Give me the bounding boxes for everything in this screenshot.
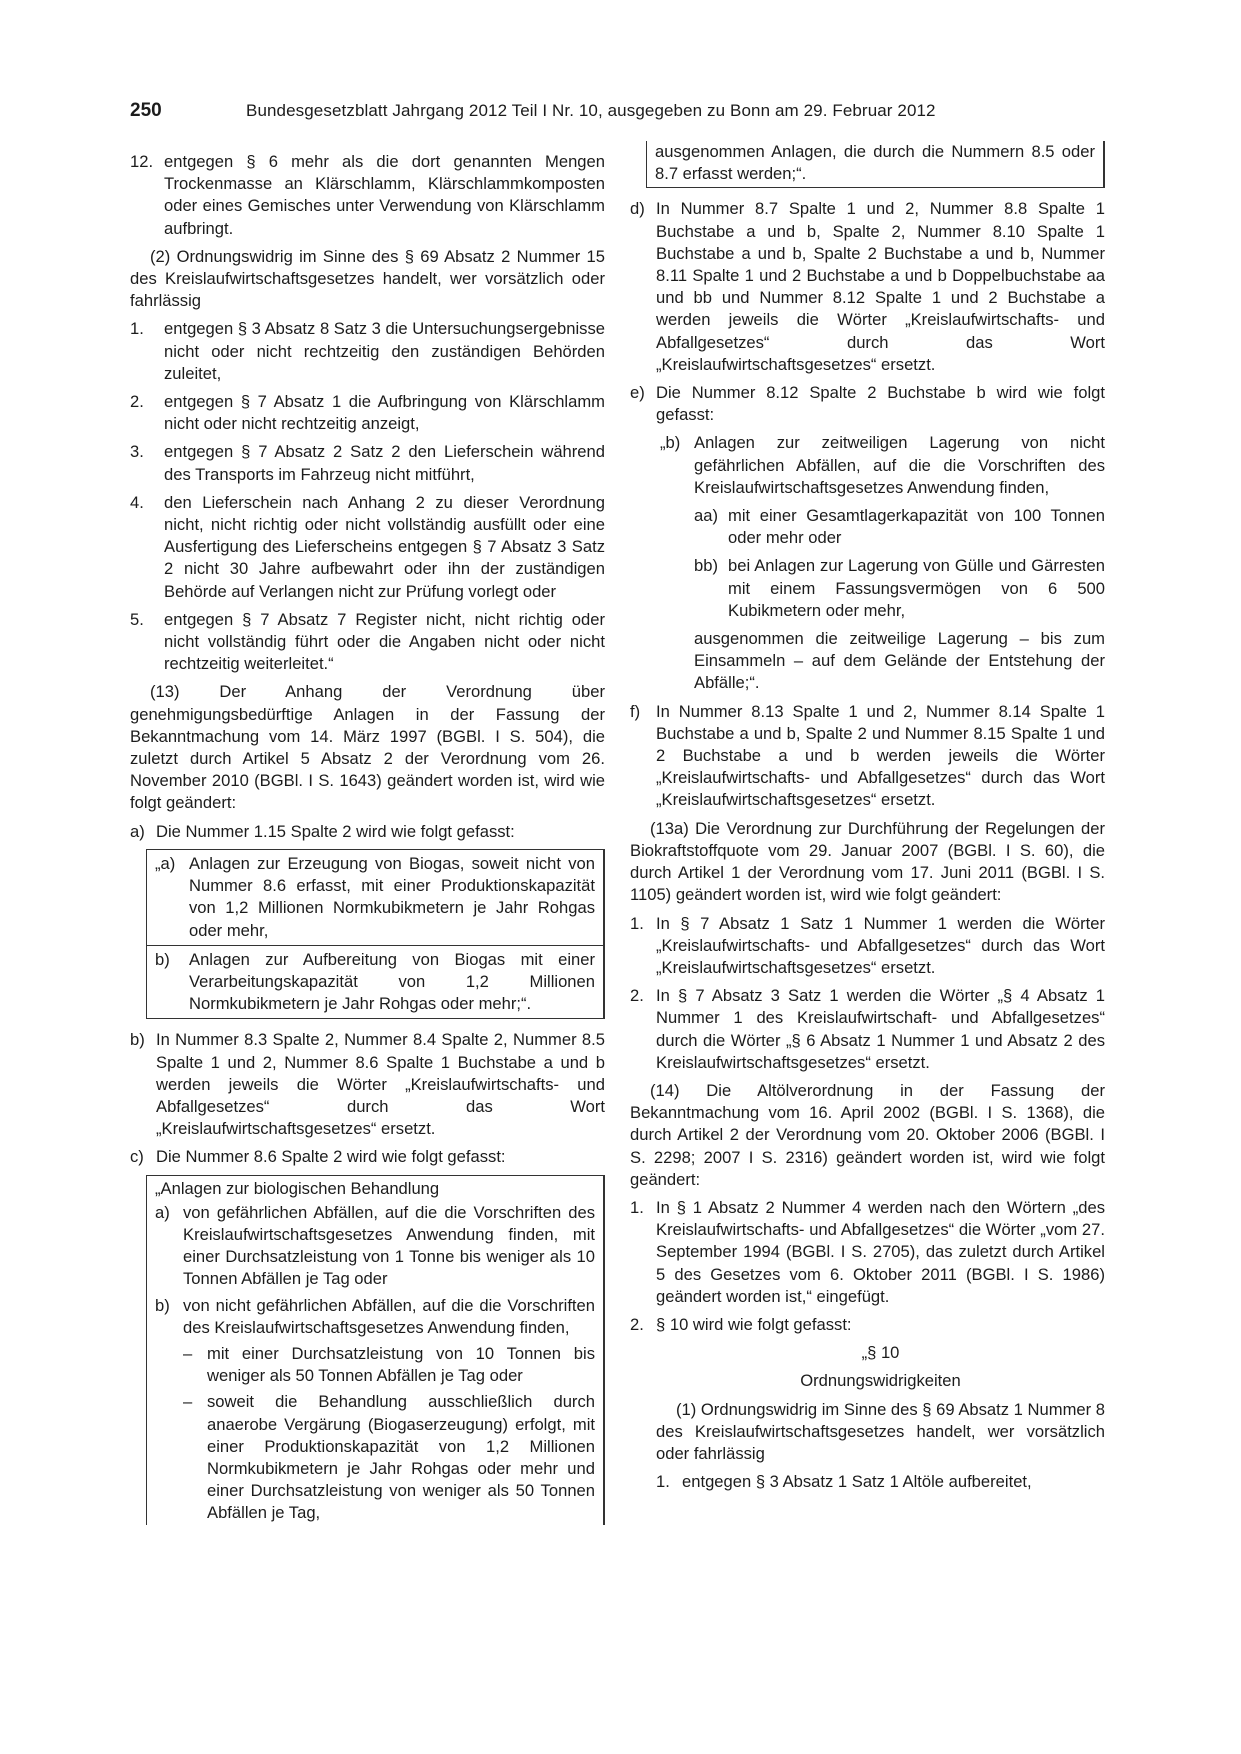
list-item <box>656 1471 1105 1493</box>
list-item <box>130 492 605 603</box>
item-text: von gefährlichen Abfällen, auf die die Vorschriften des Kreislaufwirtschaftsgesetzes Anwendung finden, mit einer Durchsatzleistung von 1 Tonne bis weniger als 10 Tonnen Abfällen je Tag oder <box>183 1202 595 1289</box>
item-marker: 2. <box>630 986 644 1006</box>
dash-marker: – <box>183 1343 193 1363</box>
item-marker: b) <box>130 1030 145 1050</box>
box-row <box>147 850 603 945</box>
item-marker: „b) <box>660 433 681 453</box>
item-text: soweit die Behandlung ausschließlich durch anaerobe Vergärung (Biogaserzeugung) erfolgt, mit einer Produktionskapazität von 1,2 Millionen Normkubikmetern je Jahr Rohgas oder mehr und einer Durchsatzleistung von weniger als 50 Tonnen Abfällen je Tag, <box>207 1392 595 1523</box>
item-marker: d) <box>630 199 645 219</box>
item-text: In § 7 Absatz 1 Satz 1 Nummer 1 werden die Wörter „Kreislaufwirtschafts- und Abfallgesetzes“ durch das Wort „Kreislaufwirtschaftsgesetzes“ ersetzt. <box>656 913 1105 977</box>
list-item <box>130 609 605 676</box>
paragraph-13: (13) Der Anhang der Verordnung über genehmigungsbedürftige Anlagen in der Fassung der Bekanntmachung vom 14. März 1997 (BGBl. I S. 504), die zuletzt durch Artikel 5 Absatz 2 der Verordnung vom 26. November 2010 (BGBl. I S. 1643) geändert worden ist, wird wie folgt geändert: <box>130 682 605 813</box>
item-text: Die Nummer 8.6 Spalte 2 wird wie folgt gefasst: <box>156 1147 506 1167</box>
list-item <box>130 391 605 435</box>
dash-marker: – <box>183 1392 193 1412</box>
amendment-box-1 <box>146 849 605 1019</box>
item-text: mit einer Gesamtlagerkapazität von 100 Tonnen oder mehr oder <box>728 506 1105 548</box>
list-item <box>130 1029 605 1140</box>
item-text: Anlagen zur Erzeugung von Biogas, soweit nicht von Nummer 8.6 erfasst, mit einer Produktionskapazität von 1,2 Millionen Normkubikmetern je Jahr Rohgas oder mehr, <box>189 853 595 940</box>
item-text: In Nummer 8.13 Spalte 1 und 2, Nummer 8.14 Spalte 1 Buchstabe a und b, Spalte 2 und Nummer 8.15 Spalte 1 und 2 Buchstabe a und b werden jeweils die Wörter „Kreislaufwirtschafts- und Abfallgesetzes“ durch das Wort „Kreislaufwirtschaftsgesetzes“ ersetzt. <box>656 701 1105 810</box>
item-marker: 4. <box>130 492 144 512</box>
item-marker: „a) <box>155 853 176 873</box>
paragraph-13a: (13a) Die Verordnung zur Durchführung der Regelungen der Biokraftstoffquote vom 29. Januar 2007 (BGBl. I S. 60), die durch Artikel 1 der Verordnung vom 17. Juni 2011 (BGBl. I S. 1105) geändert worden ist, wird wie folgt geändert: <box>630 818 1105 905</box>
section-title: Ordnungswidrigkeiten <box>800 1371 961 1391</box>
item-text: mit einer Durchsatzleistung von 10 Tonnen bis weniger als 50 Tonnen Abfällen je Tag oder <box>207 1343 595 1386</box>
quoted-item <box>660 432 1105 499</box>
box-row <box>147 945 603 1019</box>
item-marker: f) <box>630 701 641 721</box>
item-text: Die Nummer 8.12 Spalte 2 Buchstabe b wird wie folgt gefasst: <box>656 383 1105 425</box>
sub-item <box>694 555 1105 622</box>
item-marker: 5. <box>130 609 144 629</box>
item-text: den Lieferschein nach Anhang 2 zu dieser Verordnung nicht, nicht richtig oder nicht vollständig ausfüllt oder eine Ausfertigung des Lieferscheins entgegen § 7 Absatz 3 Satz 2 nicht 30 Jahre aufbewahrt oder ihn der zuständigen Behörde auf Verlangen nicht zur Prüfung vorlegt oder <box>164 492 605 601</box>
item-marker: a) <box>130 821 145 841</box>
item-text: entgegen § 3 Absatz 1 Satz 1 Altöle aufbereitet, <box>682 1472 1032 1492</box>
list-item <box>630 382 1105 426</box>
item-marker: aa) <box>694 506 718 526</box>
item-marker: 2. <box>630 1314 644 1334</box>
paragraph-2: (2) Ordnungswidrig im Sinne des § 69 Absatz 2 Nummer 15 des Kreislaufwirtschaftsgesetzes handelt, wer vorsätzlich oder fahrlässig <box>130 246 605 311</box>
item-marker: 1. <box>630 1197 644 1217</box>
amendment-box-2 <box>146 1175 605 1525</box>
list-item <box>130 1146 605 1168</box>
box-dash-item <box>155 1343 595 1387</box>
right-column <box>630 142 1105 1499</box>
item-text: bei Anlagen zur Lagerung von Gülle und Gärresten mit einem Fassungsvermögen von 6 500 Kubikmetern oder mehr, <box>728 556 1105 620</box>
list-item <box>630 913 1105 980</box>
item-text: In § 7 Absatz 3 Satz 1 werden die Wörter „§ 4 Absatz 1 Nummer 1 des Kreislaufwirtschaft- und Abfallgesetzes“ durch die Wörter „§ 6 Absatz 1 Nummer 1 und Absatz 2 des Kreislaufwirtschaftsgesetzes“ ersetzt. <box>656 986 1105 1072</box>
item-text: In Nummer 8.3 Spalte 2, Nummer 8.4 Spalte 2, Nummer 8.5 Spalte 1 und 2, Nummer 8.6 Spalte 1 Buchstabe a und b werden jeweils die Wörter „Kreislaufwirtschafts- und Abfallgesetzes“ durch das Wort „Kreislaufwirtschaftsgesetzes“ ersetzt. <box>156 1030 605 1139</box>
item-text: entgegen § 7 Absatz 2 Satz 2 den Lieferschein während des Transports im Fahrzeug nicht mitführt, <box>164 442 605 484</box>
exception-text: ausgenommen die zeitweilige Lagerung – bis zum Einsammeln – auf dem Gelände der Entstehung der Abfälle;“. <box>694 629 1105 693</box>
list-item <box>630 701 1105 812</box>
item-marker: 1. <box>130 319 144 339</box>
item-text: In § 1 Absatz 2 Nummer 4 werden nach den Wörtern „des Kreislaufwirtschafts- und Abfallgesetzes“ die Wörter „vom 27. September 1994 (BGBl. I S. 2705), das zuletzt durch Artikel 5 des Gesetzes vom 6. Oktober 2011 (BGBl. I S. 1986) geändert worden ist,“ eingefügt. <box>656 1197 1105 1306</box>
item-text: § 10 wird wie folgt gefasst: <box>656 1314 852 1334</box>
item-text: Anlagen zur zeitweiligen Lagerung von nicht gefährlichen Abfällen, auf die die Vorschriften des Kreislaufwirtschaftsgesetzes Anwendung finden, <box>694 433 1105 497</box>
item-text: entgegen § 6 mehr als die dort genannten Mengen Trockenmasse an Klärschlamm, Klärschlammkomposten oder eines Gemisches unter Verwendung von Klärschlamm aufbringt. <box>164 152 605 238</box>
item-marker: 12. <box>130 152 154 171</box>
box-intro: „Anlagen zur biologischen Behandlung <box>155 1178 440 1198</box>
item-marker: 1. <box>656 1472 670 1492</box>
item-marker: c) <box>130 1147 144 1167</box>
item-text: entgegen § 7 Absatz 7 Register nicht, nicht richtig oder nicht vollständig führt oder die Angaben nicht oder nicht rechtzeitig weiterleitet.“ <box>164 609 605 674</box>
box-sub-item <box>155 1295 595 1339</box>
box-sub-item <box>155 1202 595 1291</box>
section-paragraph: (1) Ordnungswidrig im Sinne des § 69 Absatz 1 Nummer 8 des Kreislaufwirtschaftsgesetzes handelt, wer vorsätzlich oder fahrlässig <box>656 1399 1105 1463</box>
item-marker: 3. <box>130 442 144 462</box>
list-item <box>630 1314 1105 1336</box>
item-marker: b) <box>155 1295 170 1315</box>
list-item <box>630 985 1105 1074</box>
item-marker: 1. <box>630 913 644 933</box>
sub-item <box>694 505 1105 549</box>
amendment-box-2-continued: ausgenommen Anlagen, die durch die Nummern 8.5 oder 8.7 erfasst werden;“. <box>646 141 1105 188</box>
item-text: von nicht gefährlichen Abfällen, auf die die Vorschriften des Kreislaufwirtschaftsgesetzes Anwendung finden, <box>183 1295 595 1337</box>
item-text: entgegen § 7 Absatz 1 die Aufbringung von Klärschlamm nicht oder nicht rechtzeitig anzeigt, <box>164 392 605 434</box>
box-dash-item <box>155 1391 595 1524</box>
page-number: 250 <box>130 100 162 121</box>
item-marker: b) <box>155 949 170 969</box>
paragraph-14: (14) Die Altölverordnung in der Fassung der Bekanntmachung vom 16. April 2002 (BGBl. I S. 1368), die durch Artikel 2 der Verordnung vom 20. Oktober 2006 (BGBl. I S. 2298; 2007 I S. 2316) geändert worden ist, wird wie folgt geändert: <box>630 1080 1105 1189</box>
item-marker: e) <box>630 383 645 403</box>
item-marker: 2. <box>130 392 144 412</box>
gazette-title: Bundesgesetzblatt Jahrgang 2012 Teil I Nr. 10, ausgegeben zu Bonn am 29. Februar 2012 <box>246 101 936 120</box>
list-item <box>130 441 605 485</box>
item-text: Anlagen zur Aufbereitung von Biogas mit einer Verarbeitungskapazität von 1,2 Millionen Normkubikmetern je Jahr Rohgas oder mehr;“. <box>189 949 595 1014</box>
section-number: „§ 10 <box>861 1343 900 1363</box>
page-header <box>0 100 1241 126</box>
list-item <box>630 1197 1105 1308</box>
item-text: Die Nummer 1.15 Spalte 2 wird wie folgt gefasst: <box>156 821 515 841</box>
list-item <box>130 318 605 385</box>
item-text: In Nummer 8.7 Spalte 1 und 2, Nummer 8.8 Spalte 1 Buchstabe a und b, Spalte 2, Nummer 8.10 Spalte 1 Buchstabe a und b, Spalte 2 Buchstabe a und b, Nummer 8.11 Spalte 1 und 2 Buchstabe a und b Doppelbuchstabe aa und bb und Nummer 8.12 Spalte 1 und 2 Buchstabe a werden jeweils die Wörter „Kreislaufwirtschafts- und Abfallgesetzes“ durch das Wort „Kreislaufwirtschaftsgesetzes“ ersetzt. <box>656 199 1105 374</box>
list-item <box>130 821 605 843</box>
item-marker: a) <box>155 1202 170 1222</box>
item-marker: bb) <box>694 556 718 576</box>
left-column <box>130 151 605 1529</box>
item-text: entgegen § 3 Absatz 8 Satz 3 die Untersuchungsergebnisse nicht oder nicht rechtzeitig den zuständigen Behörden zuleitet, <box>164 319 605 383</box>
list-item <box>630 198 1105 376</box>
list-item <box>130 151 605 240</box>
